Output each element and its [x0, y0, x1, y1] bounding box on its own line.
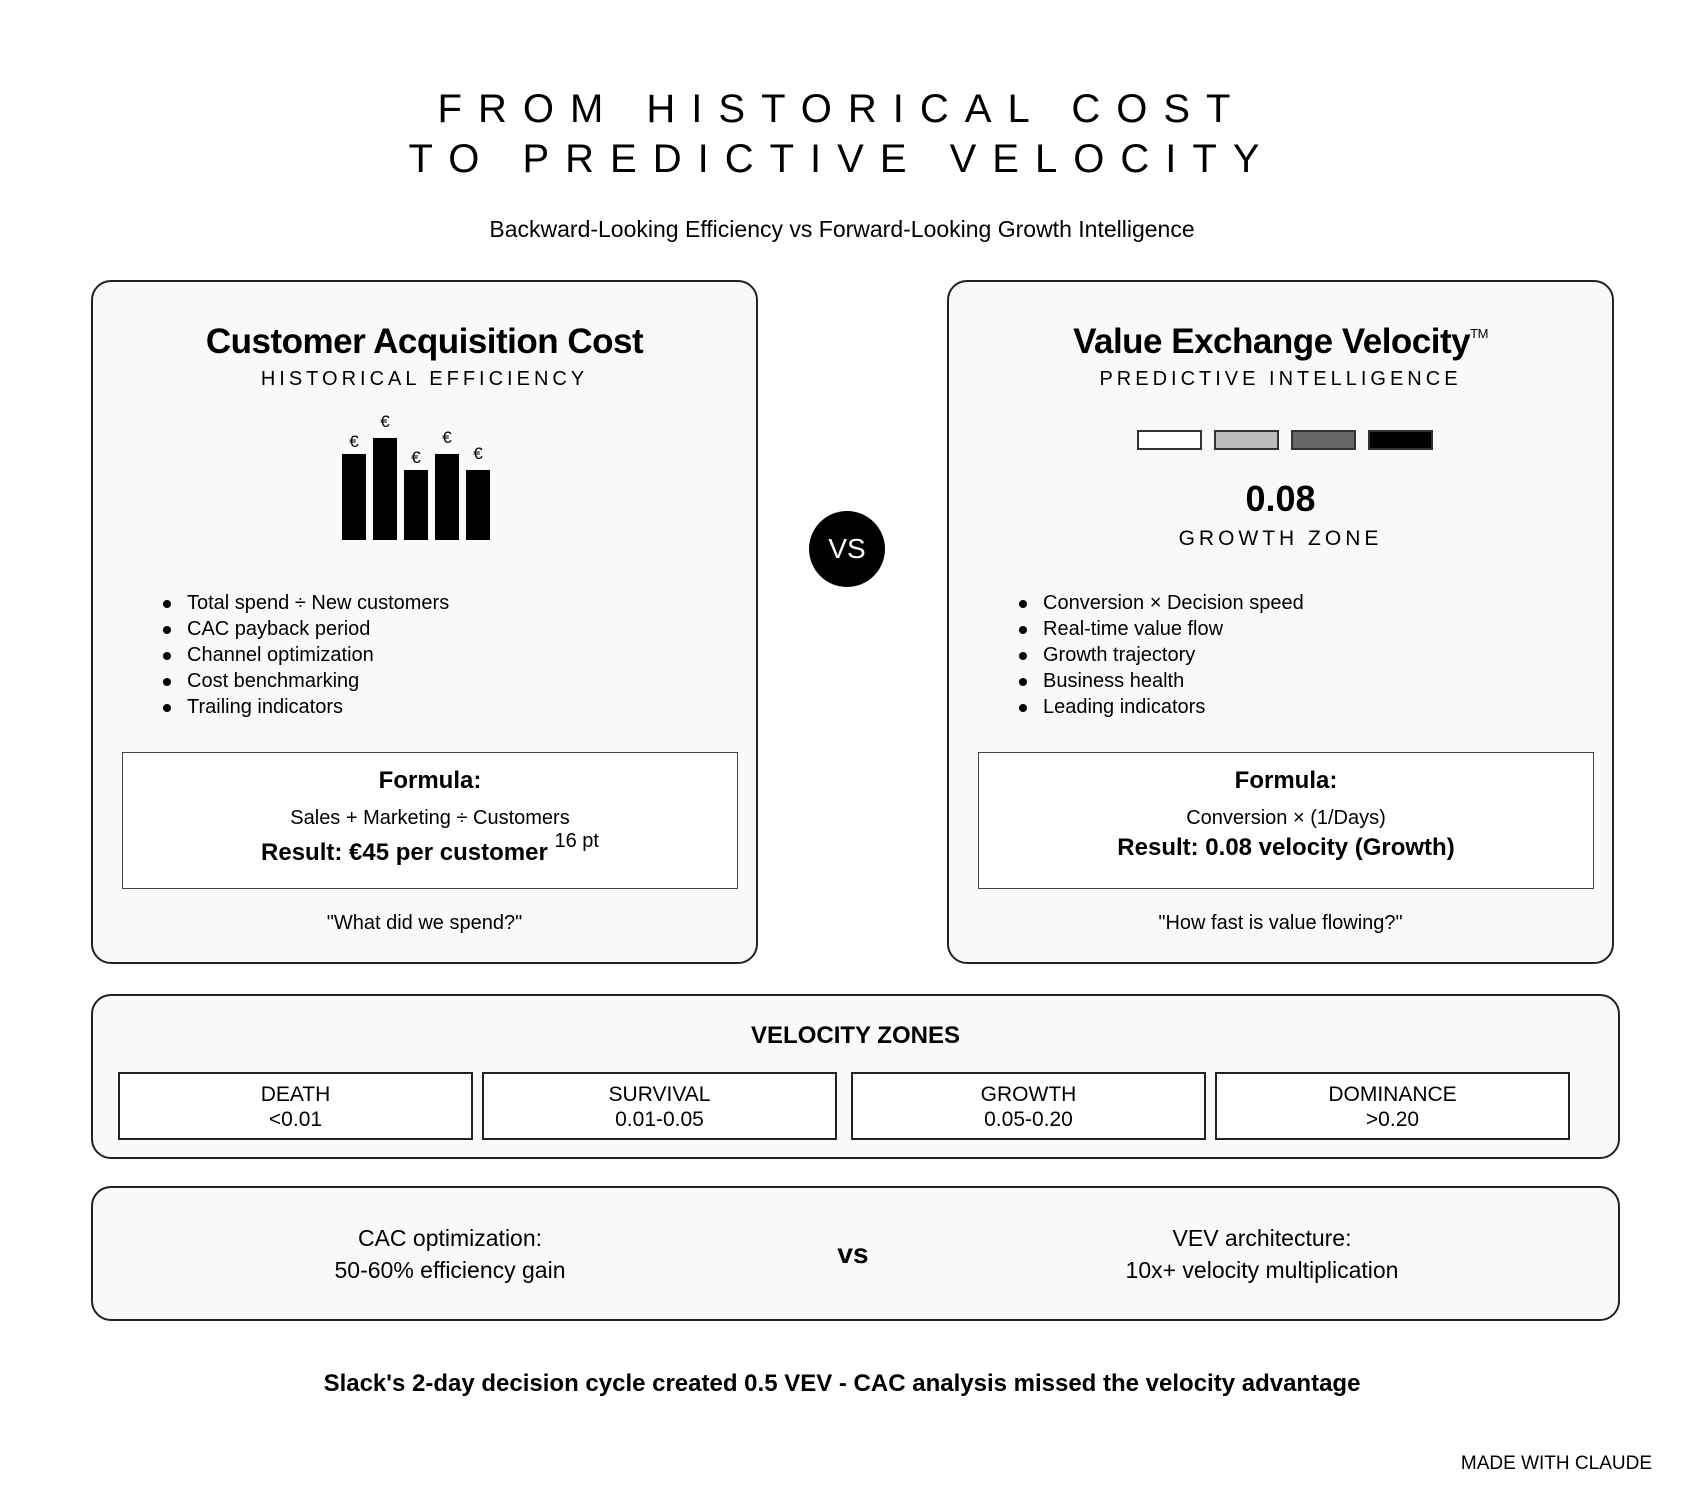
- vev-bullets: [1019, 590, 1304, 720]
- zone-dominance: [1215, 1072, 1570, 1140]
- page-title: [0, 84, 1684, 184]
- vev-comparison: [1012, 1222, 1512, 1286]
- cac-bullets: [163, 590, 449, 720]
- vev-quote: "How fast is value flowing?": [1158, 912, 1403, 934]
- bar: [373, 438, 397, 540]
- formula-label: Formula:: [1234, 767, 1338, 794]
- formula: Sales + Marketing ÷ Customers: [290, 807, 570, 829]
- title-line-1: FROM HISTORICAL COST: [437, 87, 1247, 131]
- formula-result: [123, 830, 737, 867]
- zone-growth: [851, 1072, 1206, 1140]
- velocity-zones-panel: [91, 994, 1620, 1159]
- result-note: 16 pt: [554, 830, 599, 852]
- bar: [466, 470, 490, 540]
- zone-name: SURVIVAL: [608, 1083, 711, 1106]
- title-line-2: TO PREDICTIVE VELOCITY: [408, 137, 1276, 181]
- zone-death: [118, 1072, 473, 1140]
- list-item: Real-time value flow: [1019, 616, 1304, 642]
- cac-comparison-line: 50-60% efficiency gain: [334, 1257, 566, 1283]
- vev-subtitle: PREDICTIVE INTELLIGENCE: [1099, 368, 1462, 390]
- zone-swatch-death: [1137, 430, 1202, 450]
- zones-title: VELOCITY ZONES: [751, 1022, 960, 1049]
- comparison-panel: [91, 1186, 1620, 1321]
- euro-icon: €: [411, 448, 421, 467]
- trademark: TM: [1470, 326, 1488, 341]
- list-item: Growth trajectory: [1019, 642, 1304, 668]
- euro-icon: €: [442, 428, 452, 447]
- zone-range: <0.01: [268, 1108, 323, 1131]
- result-text: Result: €45 per customer: [261, 839, 548, 866]
- zone-name: DOMINANCE: [1328, 1083, 1457, 1106]
- list-item: Leading indicators: [1019, 694, 1304, 720]
- page-subtitle: Backward-Looking Efficiency vs Forward-Looking Growth Intelligence: [489, 216, 1195, 242]
- cac-card: [91, 280, 758, 964]
- vev-formula-box: [978, 752, 1594, 889]
- vev-title: [949, 322, 1612, 362]
- cac-comparison: [250, 1222, 650, 1286]
- euro-icon: €: [349, 432, 359, 451]
- bar: [435, 454, 459, 540]
- cac-comparison-line: CAC optimization:: [357, 1225, 543, 1251]
- zone-name: GROWTH: [980, 1083, 1077, 1106]
- formula: Conversion × (1/Days): [1186, 807, 1386, 829]
- comparison-vs: vs: [837, 1238, 869, 1269]
- zone-label: GROWTH ZONE: [1178, 527, 1383, 550]
- list-item: Cost benchmarking: [163, 668, 449, 694]
- list-item: Total spend ÷ New customers: [163, 590, 449, 616]
- list-item: Trailing indicators: [163, 694, 449, 720]
- zone-range: 0.05-0.20: [984, 1108, 1073, 1131]
- list-item: Business health: [1019, 668, 1304, 694]
- footer-statement: Slack's 2-day decision cycle created 0.5 VEV - CAC analysis missed the velocity advantage: [323, 1370, 1361, 1397]
- bar: [404, 470, 428, 540]
- cac-quote: "What did we spend?": [326, 912, 523, 934]
- cac-subtitle: HISTORICAL EFFICIENCY: [260, 368, 589, 390]
- zone-range: 0.01-0.05: [615, 1108, 704, 1131]
- zone-swatch-survival: [1214, 430, 1279, 450]
- credit: MADE WITH CLAUDE: [1460, 1453, 1652, 1474]
- zone-name: DEATH: [260, 1083, 331, 1106]
- cac-formula-box: [122, 752, 738, 889]
- vev-comparison-line: VEV architecture:: [1172, 1225, 1352, 1251]
- vev-card: [947, 280, 1614, 964]
- euro-icon: €: [473, 444, 483, 463]
- formula-result: Result: 0.08 velocity (Growth): [1117, 834, 1455, 861]
- bar: [342, 454, 366, 540]
- zone-survival: [482, 1072, 837, 1140]
- vev-title-text: Value Exchange Velocity: [1073, 322, 1471, 361]
- vs-badge: VS: [809, 511, 885, 587]
- zone-range: >0.20: [1365, 1108, 1420, 1131]
- list-item: CAC payback period: [163, 616, 449, 642]
- euro-icon: €: [380, 412, 390, 431]
- zone-swatch-growth: [1291, 430, 1356, 450]
- cac-title: Customer Acquisition Cost: [205, 322, 644, 361]
- cost-bars-icon: [342, 412, 502, 540]
- velocity-value: 0.08: [1245, 478, 1316, 519]
- list-item: Channel optimization: [163, 642, 449, 668]
- vev-comparison-line: 10x+ velocity multiplication: [1125, 1257, 1399, 1283]
- list-item: Conversion × Decision speed: [1019, 590, 1304, 616]
- formula-label: Formula:: [378, 767, 482, 794]
- zone-swatch-dominance: [1368, 430, 1433, 450]
